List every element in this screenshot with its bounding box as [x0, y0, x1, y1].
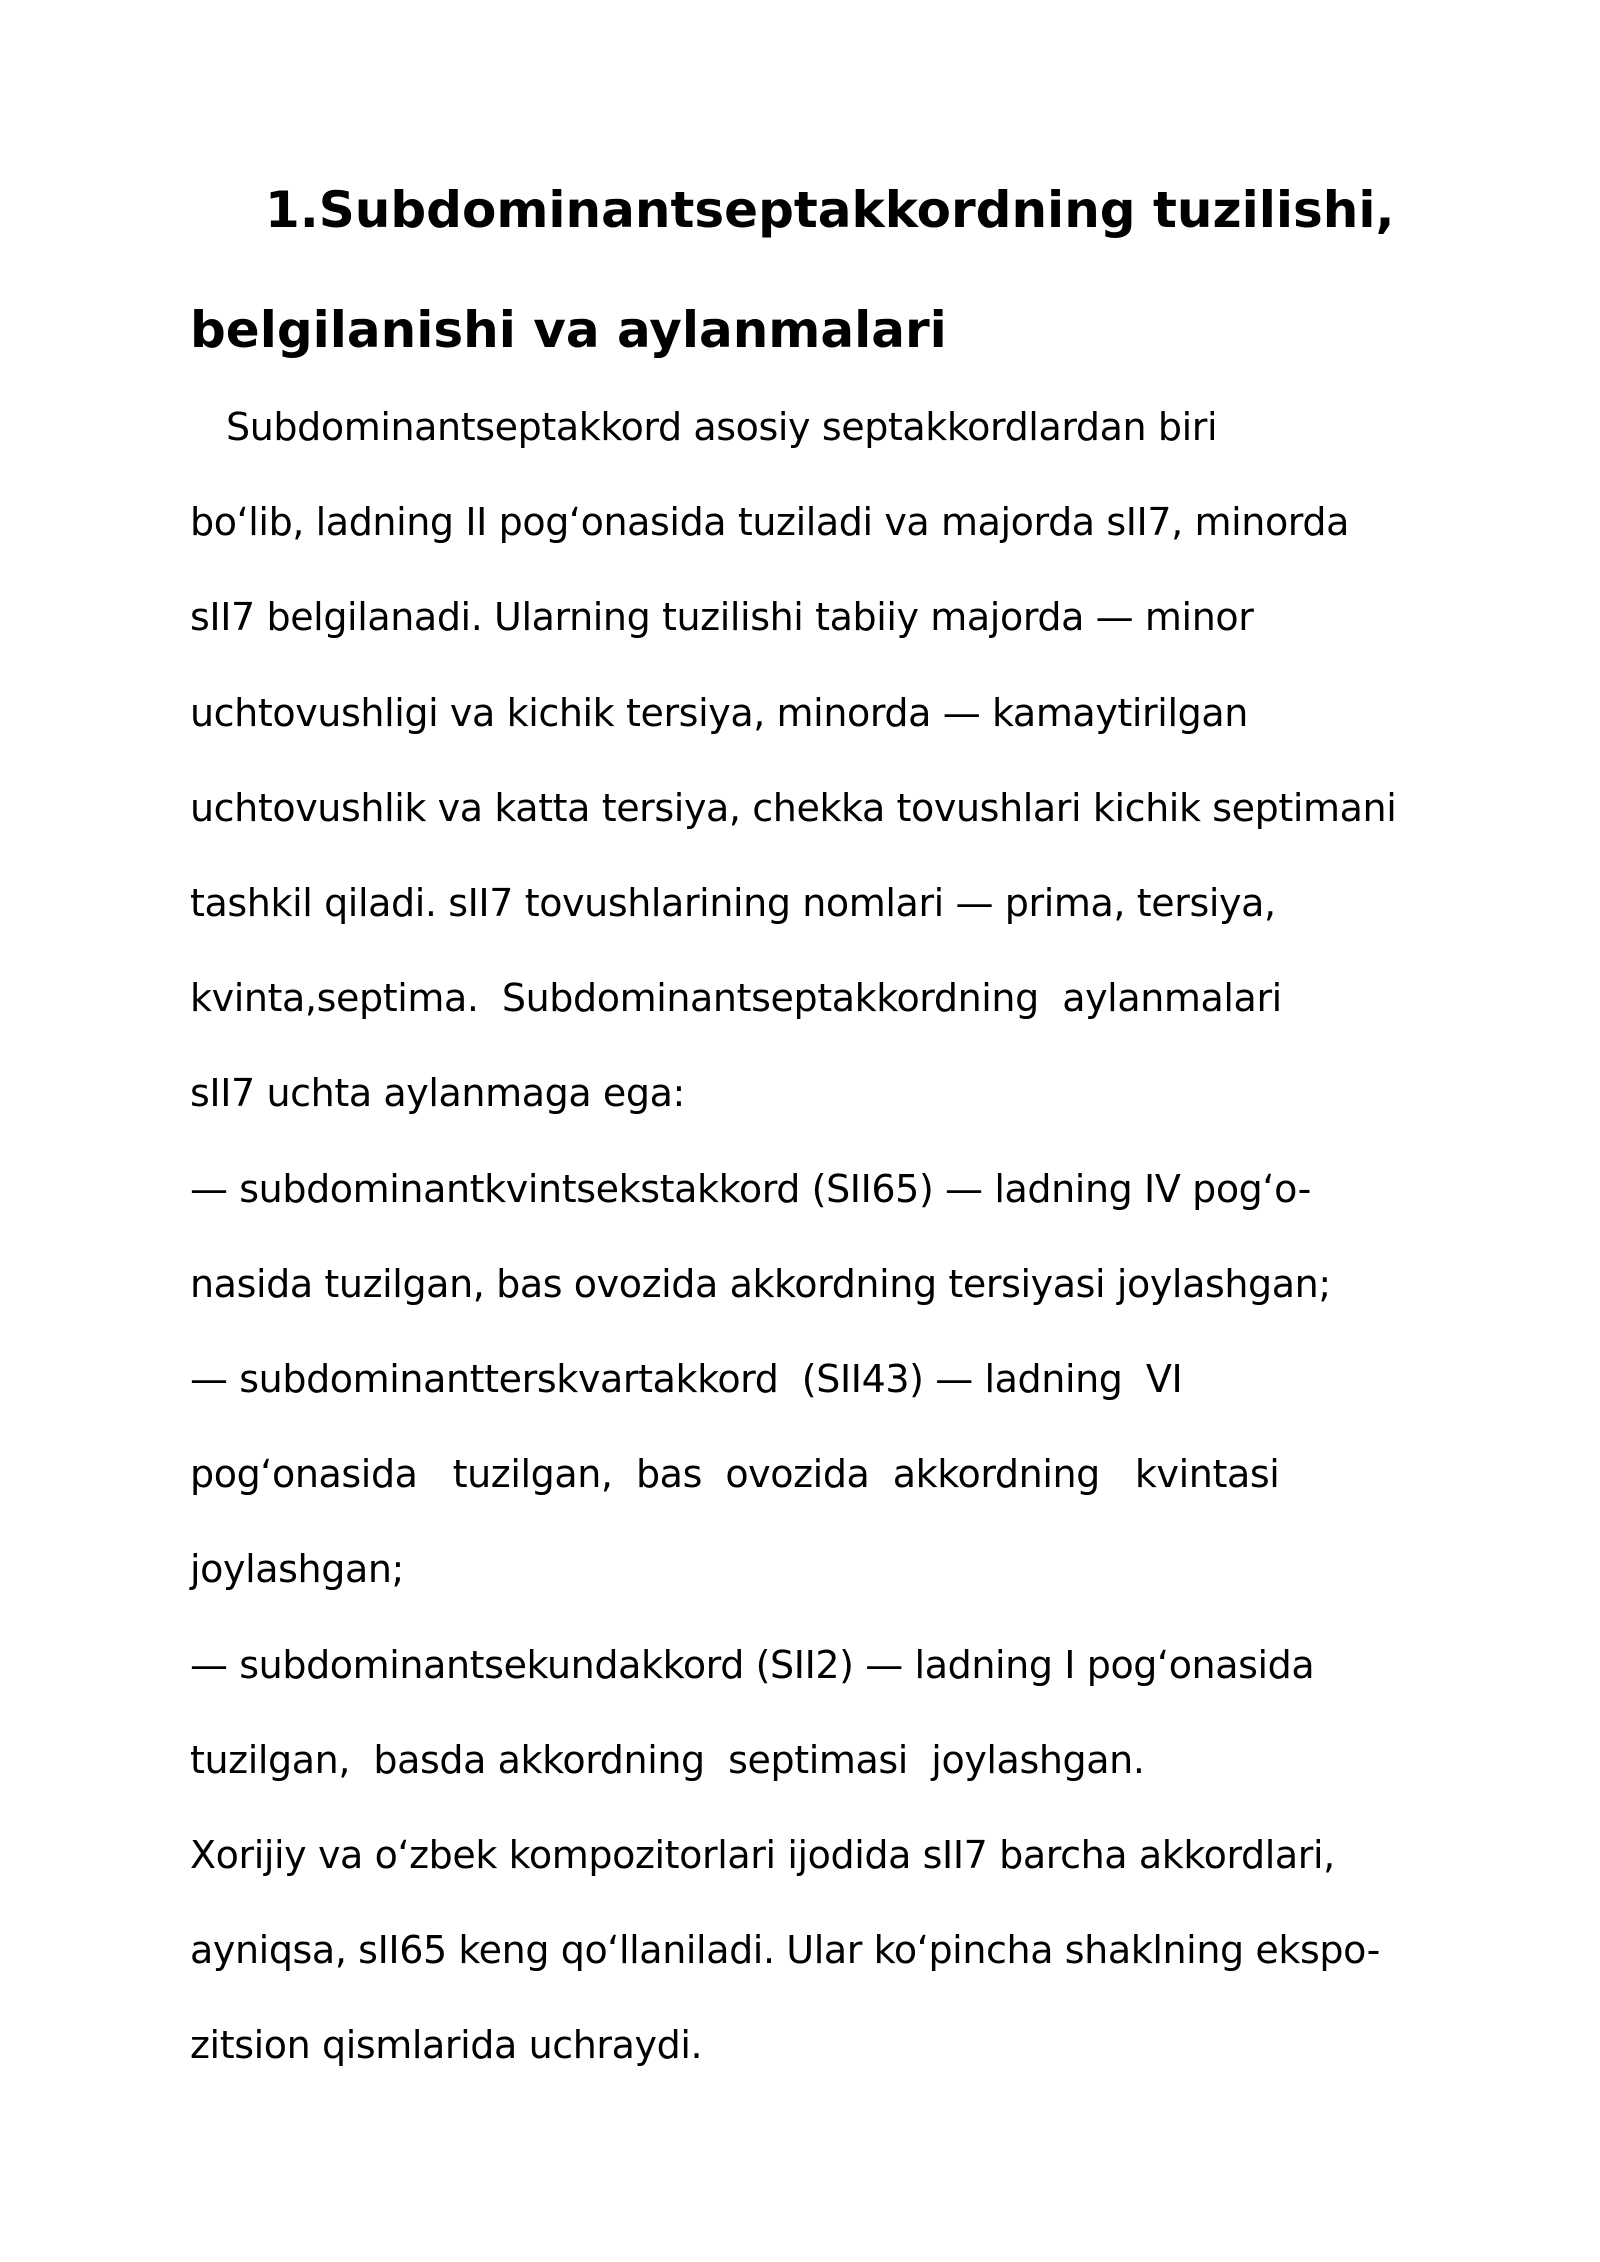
list-item-line: — subdominantterskvartakkord (SII43) — ladning VI	[190, 1357, 1183, 1402]
text-line: kvinta,septima. Subdominantseptakkordning aylanmalari	[190, 976, 1282, 1021]
heading-line-2: belgilanishi va aylanmalari	[190, 301, 947, 359]
text-line: sII7 uchta aylanmaga ega:	[190, 1071, 685, 1116]
section-heading	[190, 150, 1450, 390]
text-line: uchtovushligi va kichik tersiya, minorda — kamaytirilgan	[190, 690, 1248, 735]
text-line: bo‘lib, ladning II pog‘onasida tuziladi va majorda sII7, minorda	[190, 500, 1349, 545]
list-item-line: joylashgan;	[190, 1547, 404, 1592]
text-line: uchtovushlik va katta tersiya, chekka tovushlari kichik septimani	[190, 785, 1397, 830]
text-line: zitsion qismlarida uchraydi.	[190, 2023, 703, 2068]
list-item-line: pog‘onasida tuzilgan, bas ovozida akkordning kvintasi	[190, 1452, 1280, 1497]
heading-line-1: 1.Subdominantseptakkordning tuzilishi,	[265, 181, 1395, 239]
text-line: sII7 belgilanadi. Ularning tuzilishi tabiiy majorda — minor	[190, 595, 1254, 640]
text-line: ayniqsa, sII65 keng qo‘llaniladi. Ular ko‘pincha shaklning ekspo-	[190, 1928, 1380, 1973]
text-line: Subdominantseptakkord asosiy septakkordlardan biri	[226, 405, 1218, 449]
list-item-line: nasida tuzilgan, bas ovozida akkordning tersiyasi joylashgan;	[190, 1261, 1331, 1306]
list-item-line: — subdominantsekundakkord (SII2) — ladning I pog‘onasida	[190, 1642, 1315, 1687]
text-line: tashkil qiladi. sII7 tovushlarining nomlari — prima, tersiya,	[190, 881, 1276, 926]
list-item-line: tuzilgan, basda akkordning septimasi joylashgan.	[190, 1737, 1145, 1782]
list-item-line: — subdominantkvintsekstakkord (SII65) — ladning IV pog‘o-	[190, 1166, 1311, 1211]
body-paragraph	[190, 380, 1450, 2094]
text-line: Xorijiy va o‘zbek kompozitorlari ijodida sII7 barcha akkordlari,	[190, 1833, 1335, 1878]
